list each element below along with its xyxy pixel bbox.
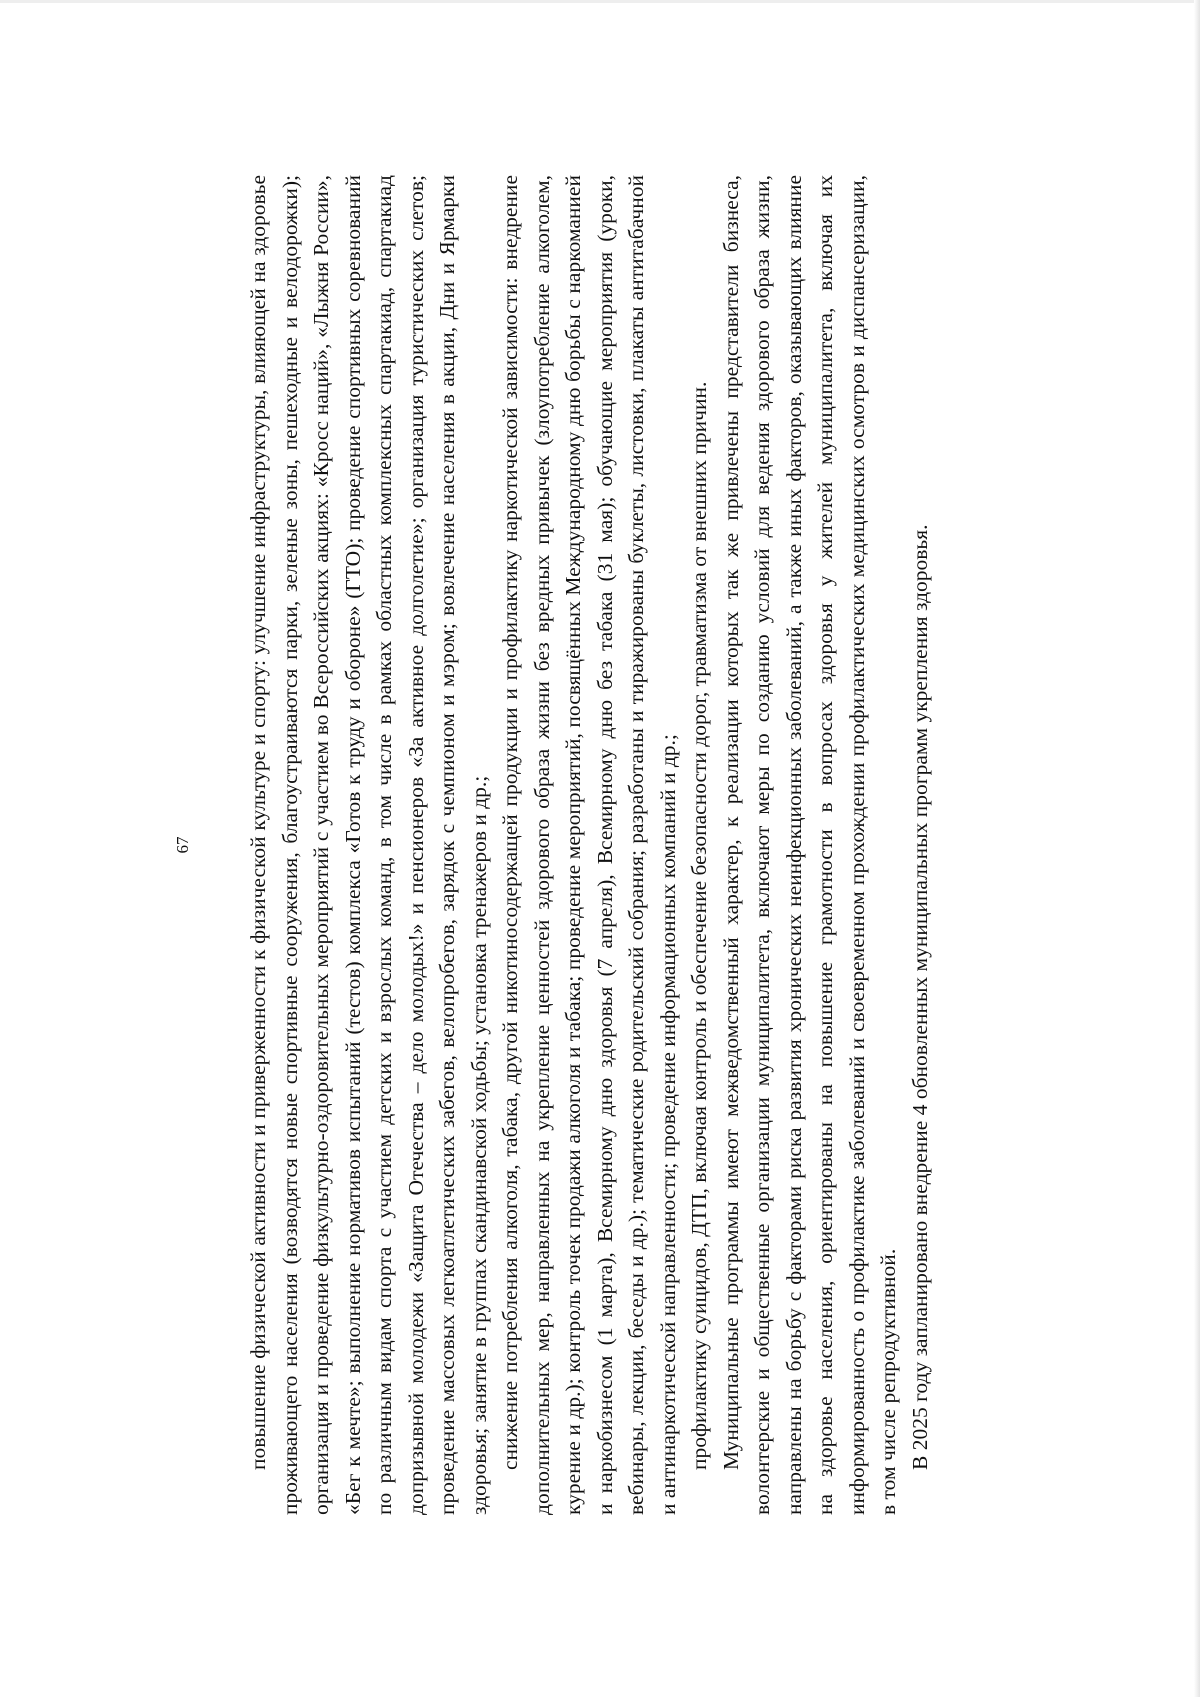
paragraph-suicide-prevention: профилактику суицидов, ДТП, включая контроль и обеспечение безопасности дорог, травматизма от внешних причин. [687, 381, 711, 1470]
page-number: 67 [173, 836, 192, 854]
paragraph-plan-2025: В 2025 году запланировано внедрение 4 обновленных муниципальных программ укрепления здоровья. [907, 524, 932, 1470]
paragraph-alcohol-tobacco: снижение потребления алкоголя, табака, другой никотиносодержащей продукции и профилактику наркотической зависимости: внедрение дополнительных мер, направленных на укрепление ценностей здорового образа жизни без вредных привычек (злоупотребление алкоголем, курение и др.); контроль точек продажи алкоголя и табака; проведение мероприятий, посвящённых Международному дню борьбы с наркоманией и наркобизнесом (1 марта), Всемирному дню здоровья (7 апреля), Всемирному дню без табака (31 мая); обучающие мероприятия (уроки, вебинары, лекции, беседы и др.); тематические родительский собрания; разработаны и тиражированы буклеты, листовки, плакаты антитабачной и антинаркотической направленности; проведение информационных компаний и др.; [498, 175, 680, 1515]
scan-right-edge [1194, 0, 1200, 1697]
paragraph-municipal-programs: Муниципальные программы имеют межведомственный характер, к реализации которых так же привлечены представители бизнеса, волонтерские и общественные организации муниципалитета, включают меры по созданию условий для ведения здорового образа жизни, направлены на борьбу с факторами риска развития хронических неинфекционных заболеваний, а также иных факторов, оказывающих влияние на здоровье населения, ориентированы на повышение грамотности в вопросах здоровья у жителей муниципалитета, включая их информированность о профилактике заболеваний и своевременном прохождении профилактических медицинских осмотров и диспансеризации, в том числе репродуктивной. [718, 175, 900, 1515]
scan-top-edge [0, 0, 1200, 3]
body-text [243, 175, 936, 1515]
paragraph-physical-activity: повышение физической активности и приверженности к физической культуре и спорту: улучшение инфраструктуры, влияющей на здоровье проживающего населения (возводятся новые спортивные сооружения, благоустраиваются парки, зеленые зоны, пешеходные и велодорожки); организация и проведение физкультурно-оздоровительных мероприятий с участием во Всероссийских акциях: «Кросс наций», «Лыжня России», «Бег к мечте»; выполнение нормативов испытаний (тестов) комплекса «Готов к труду и обороне» (ГТО); проведение спортивных соревнований по различным видам спорта с участием детских и взрослых команд, в том числе в рамках областных комплексных спартакиад, спартакиад допризывной молодежи «Защита Отечества – дело молодых!» и пенсионеров «За активное долголетие»; организация туристических слетов; проведение массовых легкоатлетических забегов, велопробегов, зарядок с чемпионом и мэром; вовлечение населения в акции, Дни и Ярмарки здоровья; занятие в группах скандинавской ходьбы; установка тренажеров и др.; [246, 175, 491, 1515]
rotated-page-content [155, 95, 1005, 1595]
